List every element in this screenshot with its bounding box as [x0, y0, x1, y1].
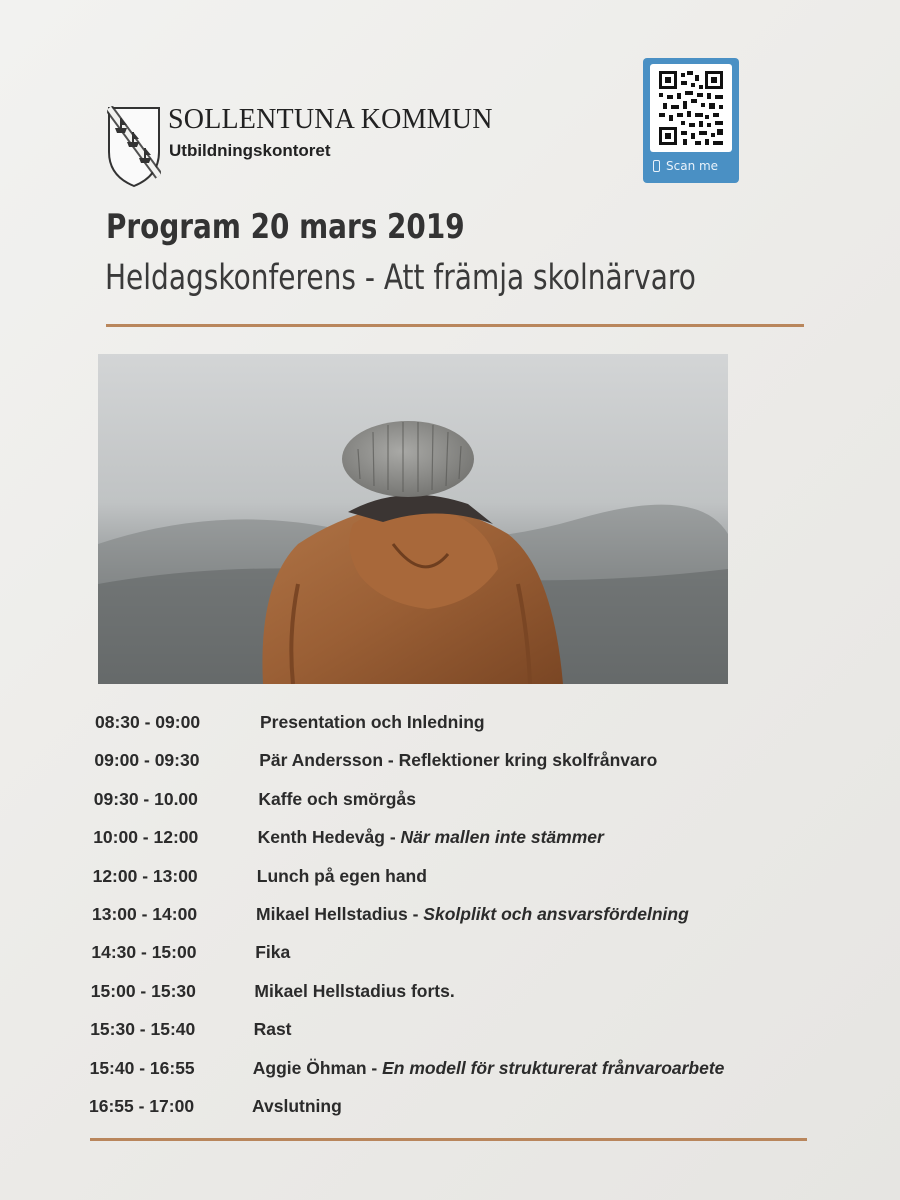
- schedule-time: 15:40 - 16:55: [89, 1057, 195, 1078]
- schedule-speaker: Mikael Hellstadius forts.: [254, 980, 455, 1001]
- schedule-time: 12:00 - 13:00: [92, 865, 198, 886]
- schedule-separator: -: [366, 1057, 383, 1078]
- schedule-time: 13:00 - 14:00: [92, 904, 198, 924]
- schedule-speaker: Lunch på egen hand: [256, 865, 427, 886]
- schedule-speaker: Kenth Hedevåg: [257, 827, 385, 848]
- schedule-speaker: Kaffe och smörgås: [258, 788, 416, 809]
- schedule-description: [252, 1096, 342, 1117]
- schedule-speaker: Presentation och Inledning: [260, 712, 485, 732]
- schedule-time: 15:30 - 15:40: [90, 1019, 196, 1040]
- schedule-description: [258, 789, 416, 810]
- schedule-talk-title: Skolplikt och ansvarsfördelning: [423, 904, 689, 924]
- scan-me-label: Scan me: [666, 159, 719, 173]
- divider-bottom: [90, 1138, 807, 1141]
- schedule-speaker: Pär Andersson - Reflektioner kring skolfrånvaro: [259, 750, 658, 771]
- schedule-description: [257, 866, 427, 887]
- schedule-description: [259, 750, 657, 771]
- schedule-description: [256, 904, 689, 925]
- schedule-description: [254, 981, 454, 1002]
- schedule-separator: -: [384, 827, 401, 848]
- schedule-time: 10:00 - 12:00: [93, 827, 199, 848]
- schedule-time: 09:00 - 09:30: [94, 750, 200, 771]
- schedule-description: [255, 942, 290, 963]
- page-title: Program 20 mars 2019: [106, 207, 465, 247]
- schedule-description: [260, 712, 485, 733]
- organization-unit: Utbildningskontoret: [169, 141, 331, 160]
- schedule-description: [258, 827, 604, 848]
- schedule-time: 14:30 - 15:00: [91, 942, 197, 963]
- schedule-speaker: Fika: [255, 942, 291, 963]
- schedule-time: 09:30 - 10.00: [93, 788, 198, 809]
- schedule-description: [254, 1019, 292, 1040]
- schedule-speaker: Mikael Hellstadius: [256, 904, 408, 924]
- schedule-time: 15:00 - 15:30: [90, 980, 196, 1001]
- schedule-time: 08:30 - 09:00: [95, 712, 201, 732]
- schedule-time: 16:55 - 17:00: [89, 1096, 195, 1116]
- schedule-speaker: Aggie Öhman: [252, 1057, 367, 1078]
- page-subtitle: Heldagskonferens - Att främja skolnärvaro: [105, 258, 696, 298]
- schedule-talk-title: En modell för strukturerat frånvaroarbete: [382, 1057, 725, 1078]
- schedule-description: [253, 1058, 725, 1079]
- schedule-speaker: Rast: [253, 1019, 292, 1040]
- schedule-talk-title: När mallen inte stämmer: [400, 827, 604, 848]
- schedule-separator: -: [407, 904, 424, 924]
- organization-name: SOLLENTUNA KOMMUN: [168, 104, 493, 135]
- schedule-speaker: Avslutning: [252, 1096, 342, 1116]
